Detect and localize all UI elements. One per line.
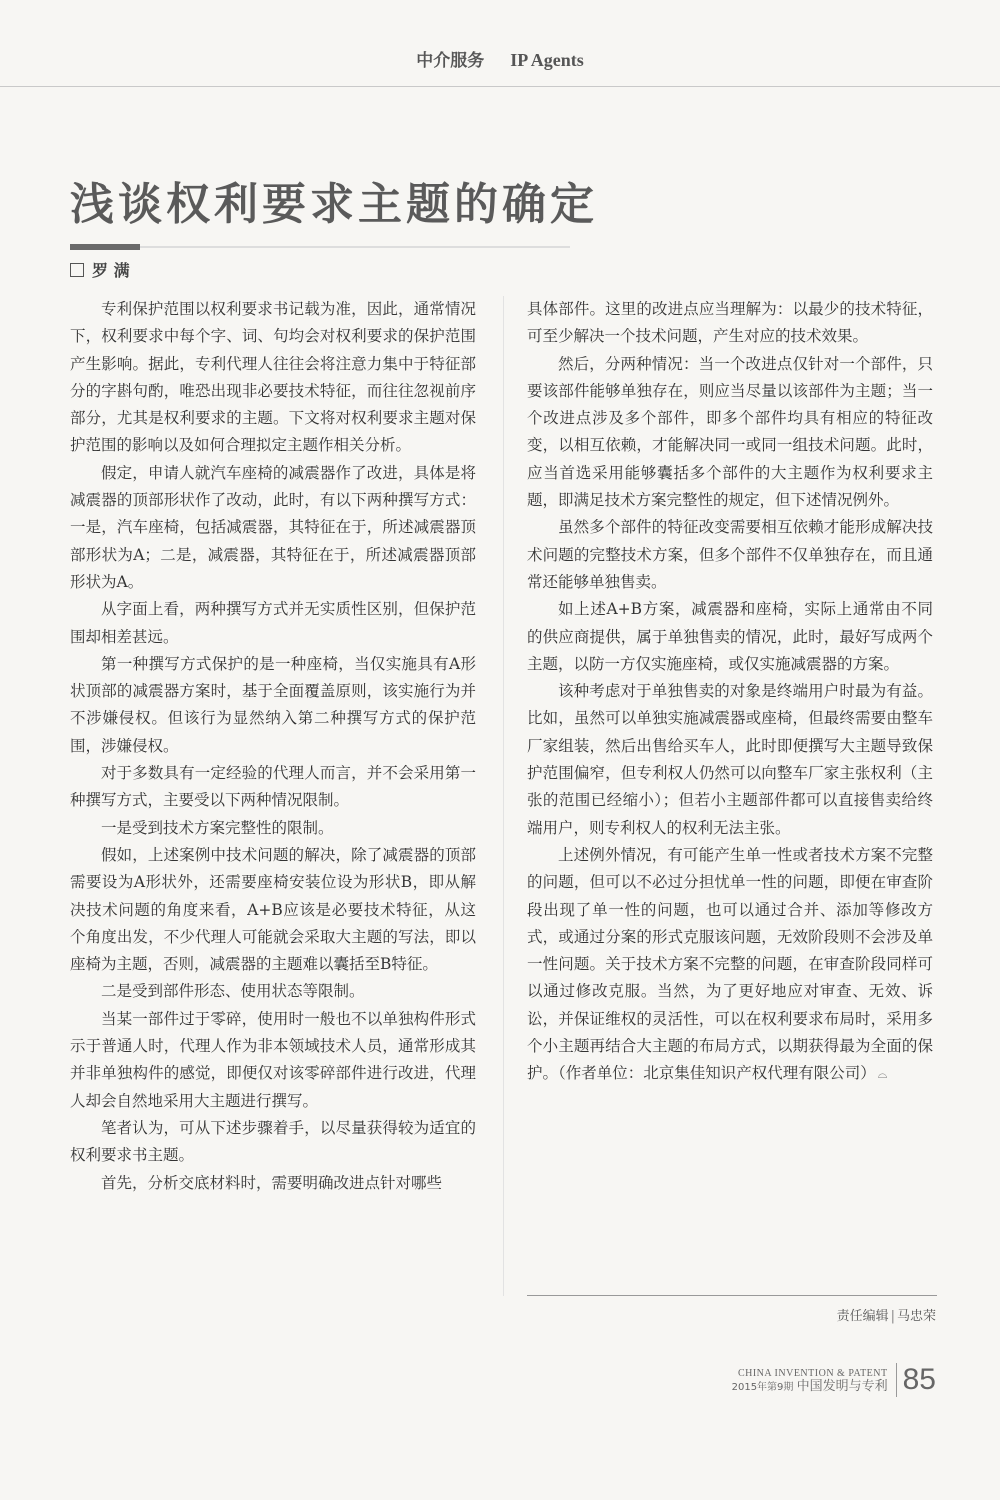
author-box-icon bbox=[70, 263, 84, 277]
paragraph: 然后，分两种情况：当一个改进点仅针对一个部件，只要该部件能够单独存在，则应当尽量以该部件为主题；当一个改进点涉及多个部件，即多个部件均具有相应的特征改变，以相互依赖，才能解决同一或同一组技术问题。此时，应当首选采用能够囊括多个部件的大主题作为权利要求主题，即满足技术方案完整性的规定，但下述情况例外。 bbox=[527, 354, 933, 510]
paragraph: 从字面上看，两种撰写方式并无实质性区别，但保护范围却相差甚远。 bbox=[70, 600, 476, 646]
paragraph: 首先，分析交底材料时，需要明确改进点针对哪些 bbox=[101, 1173, 443, 1192]
paragraph: 专利保护范围以权利要求书记载为准，因此，通常情况下，权利要求中每个字、词、句均会对权利要求的保护范围产生影响。据此，专利代理人往往会将注意力集中于特征部分的字斟句酌，唯恐出现非必要技术特征，而往往忽视前序部分，尤其是权利要求的主题。下文将对权利要求主题对保护范围的影响以及如何合理拟定主题作相关分析。 bbox=[70, 300, 476, 455]
editor-name: 马忠荣 bbox=[896, 1309, 936, 1324]
title-underline bbox=[140, 246, 570, 248]
column-divider bbox=[503, 296, 504, 1296]
article-title: 浅谈权利要求主题的确定 bbox=[70, 179, 598, 230]
paragraph: 该种考虑对于单独售卖的对象是终端用户时最为有益。比如，虽然可以单独实施减震器或座椅，但最终需要由整车厂家组装，然后出售给买车人，此时即便撰写大主题导致保护范围偏窄，但专利权人仍然可以向整车厂家主张权利（主张的范围已经缩小）；但若小主题部件都可以直接售卖给终端用户，则专利权人的权利无法主张。 bbox=[527, 682, 933, 837]
section-header bbox=[0, 46, 1000, 71]
paragraph: 虽然多个部件的特征改变需要相互依赖才能形成解决技术问题的完整技术方案，但多个部件不仅单独存在，而且通常还能够单独售卖。 bbox=[527, 518, 933, 591]
editor-separator: | bbox=[890, 1309, 895, 1324]
publication-issue-line bbox=[732, 1380, 888, 1394]
paragraph: 一是受到技术方案完整性的限制。 bbox=[101, 818, 334, 837]
editor-label: 责任编辑 bbox=[836, 1309, 889, 1324]
title-accent-bar bbox=[70, 244, 140, 250]
page-number: 85 bbox=[902, 1363, 936, 1396]
paragraph-last bbox=[527, 842, 933, 1089]
paragraph: 假定，申请人就汽车座椅的减震器作了改进，具体是将减震器的顶部形状作了改动，此时，有以下两种撰写方式：一是，汽车座椅，包括减震器，其特征在于，所述减震器顶部形状为A；二是，减震器，其特征在于，所述减震器顶部形状为A。 bbox=[70, 463, 476, 591]
section-name-en: IP Agents bbox=[510, 50, 584, 70]
paragraph: 笔者认为，可从下述步骤着手，以尽量获得较为适宜的权利要求书主题。 bbox=[70, 1118, 476, 1165]
author-name: 罗 满 bbox=[92, 261, 130, 280]
publication-name-cn: 中国发明与专利 bbox=[796, 1378, 888, 1394]
end-mark-icon: ⌓ bbox=[877, 1067, 888, 1082]
paragraph: 假如，上述案例中技术问题的解决，除了减震器的顶部需要设为A形状外，还需要座椅安装位设为形状B，即从解决技术问题的角度来看，A+B应该是必要技术特征，从这个角度出发，不少代理人可能就会采取大主题的写法，即以座椅为主题，否则，减震器的主题难以囊括至B特征。 bbox=[70, 845, 476, 974]
editor-credit bbox=[837, 1305, 936, 1324]
page-footer bbox=[732, 1360, 936, 1400]
paragraph: 二是受到部件形态、使用状态等限制。 bbox=[101, 982, 365, 1001]
paragraph: 具体部件。这里的改进点应当理解为：以最少的技术特征，可至少解决一个技术问题，产生对应的技术效果。 bbox=[527, 300, 933, 346]
paragraph: 如上述A+B方案，减震器和座椅，实际上通常由不同的供应商提供，属于单独售卖的情况，此时，最好写成两个主题，以防一方仅实施座椅，或仅实施减震器的方案。 bbox=[527, 600, 933, 673]
footer-divider bbox=[896, 1363, 897, 1397]
issue-number: 2015年第9期 bbox=[731, 1381, 794, 1393]
paragraph-text: 上述例外情况，有可能产生单一性或者技术方案不完整的问题，但可以不必过分担忧单一性的问题，即便在审查阶段出现了单一性的问题，也可以通过合并、添加等修改方式，或通过分案的形式克服该问题，无效阶段则不会涉及单一性问题。关于技术方案不完整的问题，在审查阶段同样可以通过修改克服。当然，为了更好地应对审查、无效、诉讼，并保证维权的灵活性，可以在权利要求布局时，采用多个小主题再结合大主题的布局方式，以期获得最为全面的保护。（作者单位：北京集佳知识产权代理有限公司） bbox=[527, 845, 933, 1083]
paragraph: 第一种撰写方式保护的是一种座椅，当仅实施具有A形状顶部的减震器方案时，基于全面覆盖原则，该实施行为并不涉嫌侵权。但该行为显然纳入第二种撰写方式的保护范围，涉嫌侵权。 bbox=[70, 654, 476, 755]
editor-rule bbox=[527, 1295, 937, 1296]
paragraph: 当某一部件过于零碎，使用时一般也不以单独构件形式示于普通人时，代理人作为非本领域技术人员，通常形成其并非单独构件的感觉，即便仅对该零碎部件进行改进，代理人却会自然地采用大主题进行撰写。 bbox=[70, 1009, 476, 1110]
paragraph: 对于多数具有一定经验的代理人而言，并不会采用第一种撰写方式，主要受以下两种情况限制。 bbox=[70, 764, 476, 810]
section-name-cn: 中介服务 bbox=[416, 51, 485, 71]
publication-info bbox=[732, 1367, 888, 1394]
author-byline bbox=[70, 258, 130, 281]
article-column-right bbox=[527, 296, 933, 1089]
header-rule bbox=[0, 86, 1000, 87]
publication-name-en: CHINA INVENTION & PATENT bbox=[737, 1367, 888, 1379]
article-column-left bbox=[70, 296, 476, 1197]
